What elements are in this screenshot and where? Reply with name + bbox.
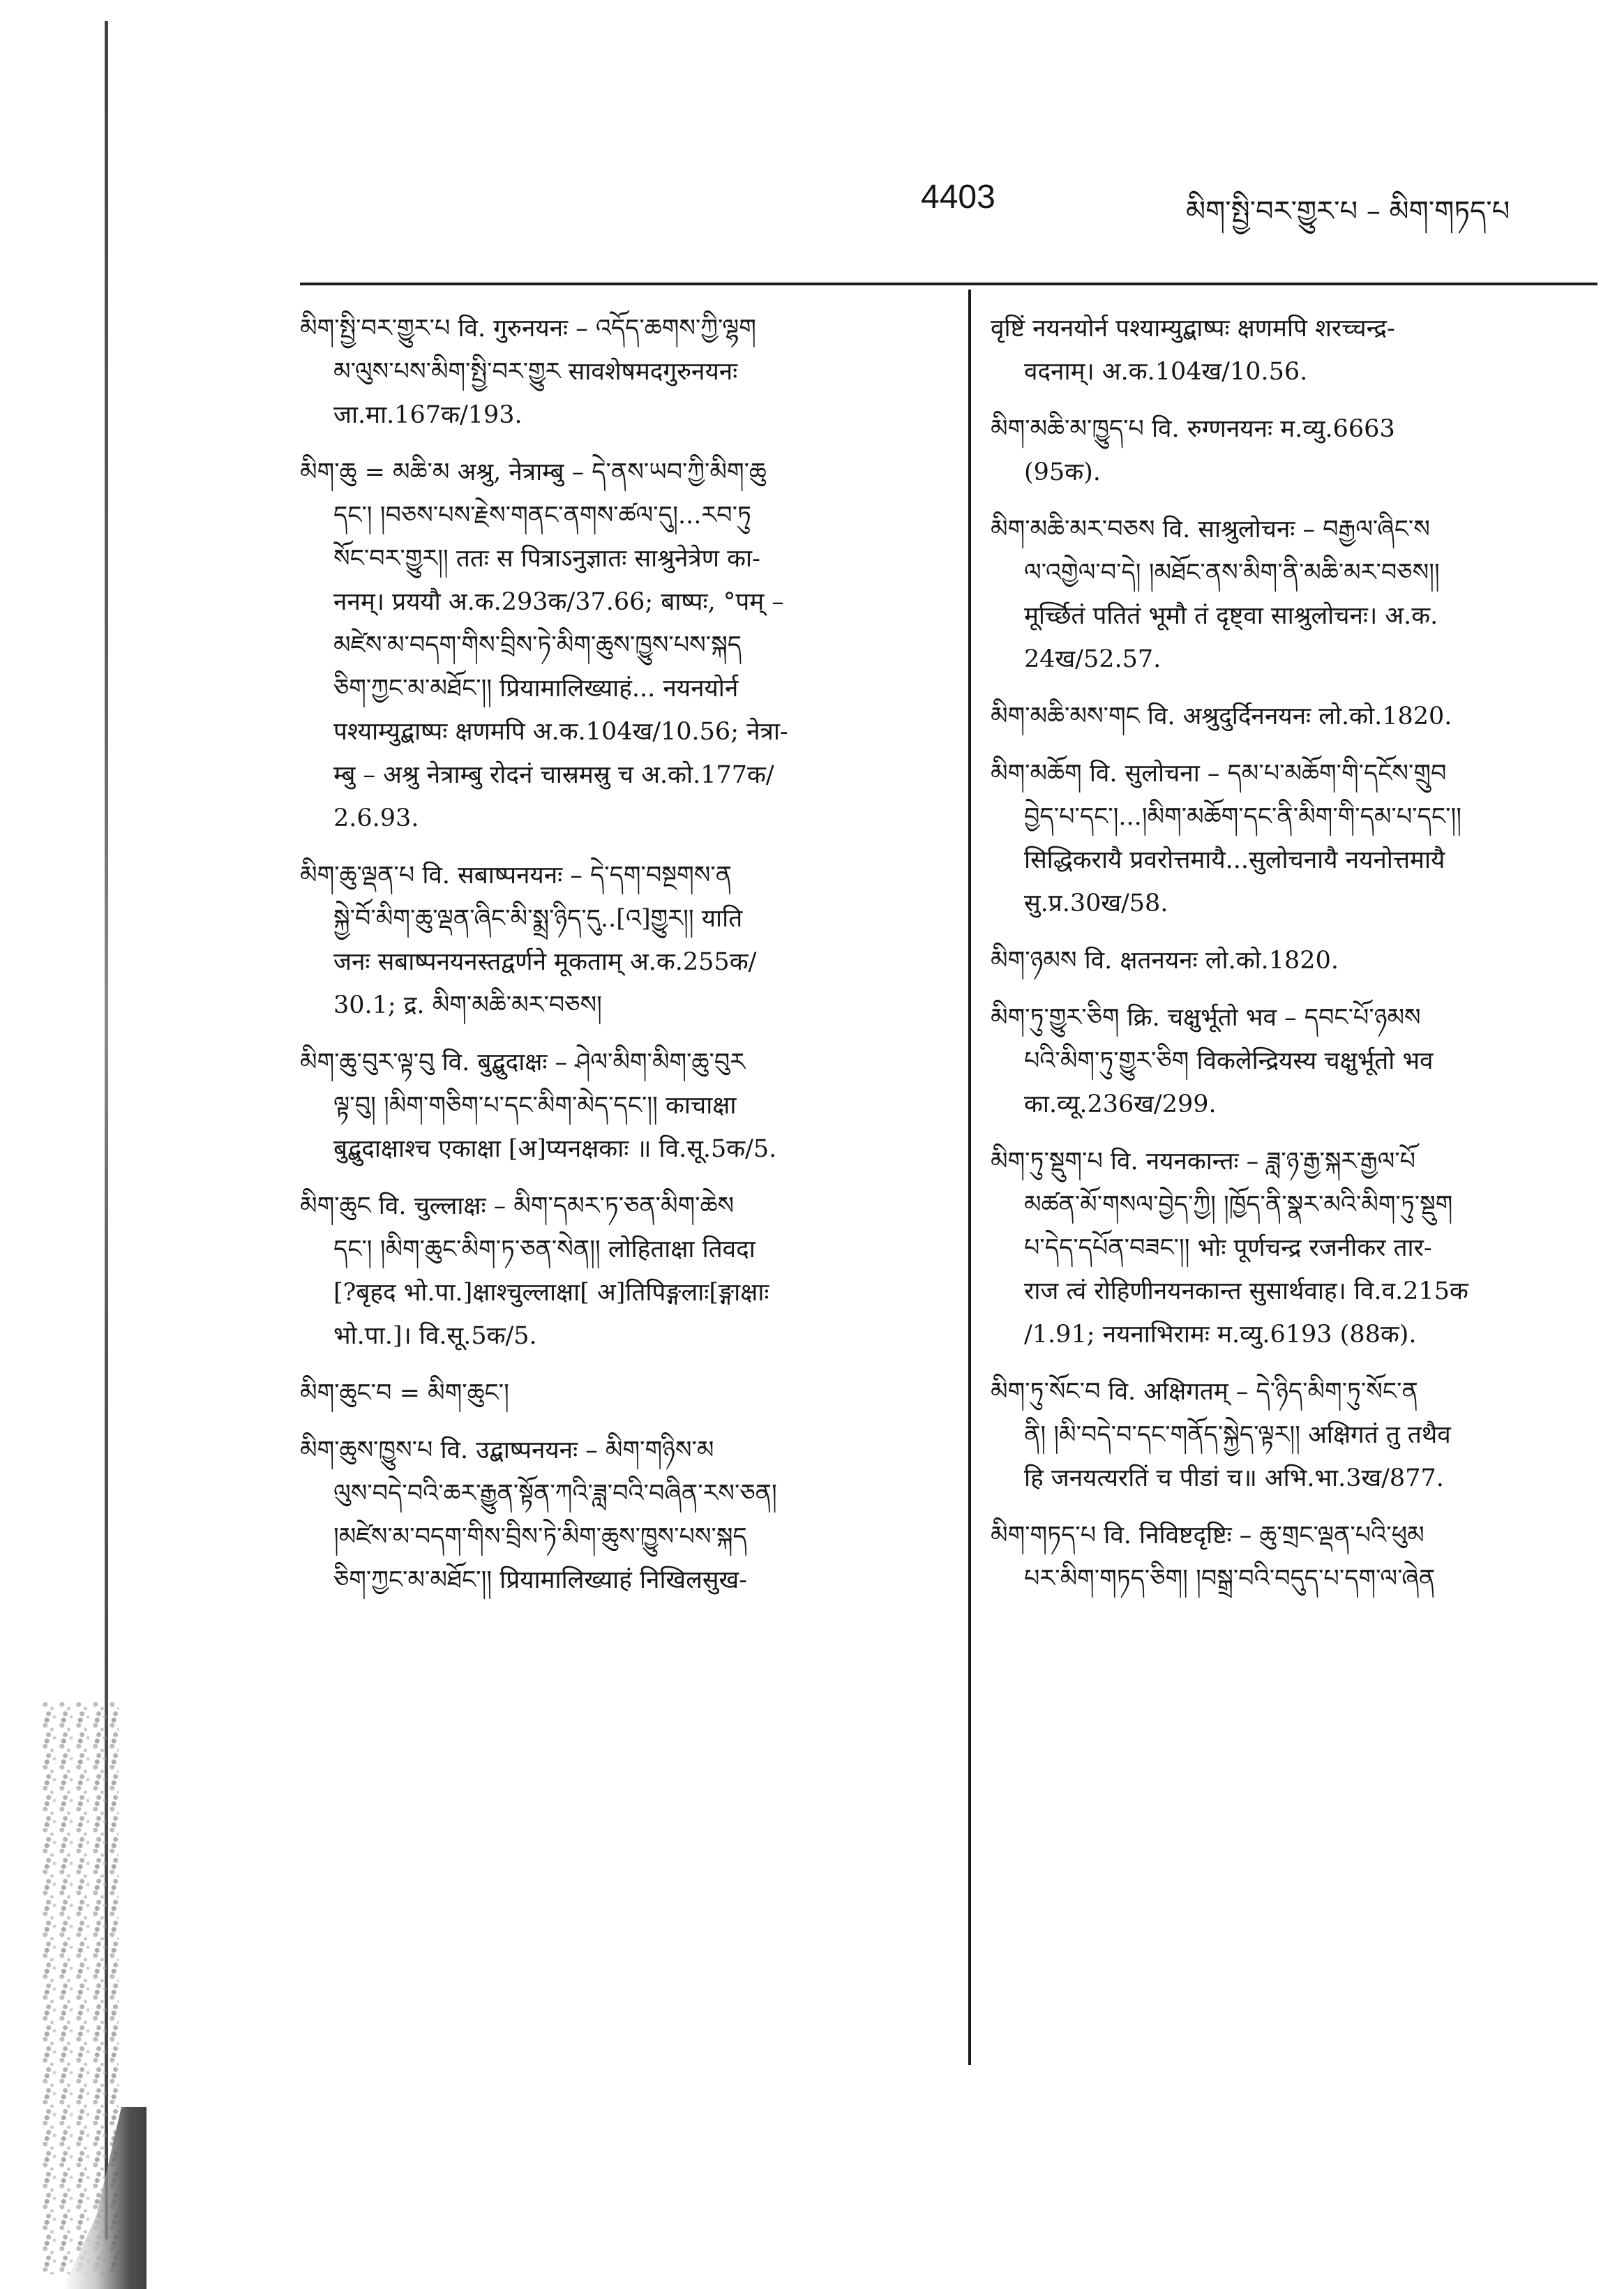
entry-line: का.व्यू.236ख/299.: [1024, 1090, 1217, 1118]
entry-headline: མིག་ཉམས वि. क्षतनयनः लो.को.1820.: [991, 947, 1339, 975]
dictionary-entry: [300, 1185, 949, 1358]
dictionary-entry: [300, 1429, 949, 1602]
entry-line: མ་ལུས་པས་མིག་སྤྱི་བར་གྱུར सावशेषमदगुरुनयनः: [333, 358, 738, 386]
entry-headline: མིག་མཆི་མ་ཁྱུད་པ वि. रुग्णनयनः म.व्यु.6663: [991, 415, 1395, 443]
entry-headline: མིག་མཆོག वि. सुलोचना – དམ་པ་མཆོག་གི་དངོས་གྲུབ: [991, 760, 1447, 788]
entry-headline: མིག་གཏད་པ वि. निविष्टदृष्टिः – ཆུ་གྲང་ལྡན་པའི་ཕུམ: [991, 1522, 1424, 1549]
entry-line: ལྟ་བུ། །མིག་གཅིག་པ་དང་མིག་མེད་དང་།། काचाक्षा: [333, 1092, 737, 1120]
entry-headline: མིག་ཆུང་བ = མིག་ཆུང་།: [300, 1379, 509, 1407]
running-head: མིག་སྤྱི་བར་གྱུར་པ – མིག་གཏད་པ: [1186, 195, 1510, 227]
entry-line: [?बृहद भो.पा.]क्षाश्चुल्लाक्षा[ अ]तिपिङ्गलाः[ङ्गाक्षाः: [333, 1279, 769, 1307]
entry-headline: མིག་མཆི་མར་བཅས वि. साश्रुलोचनः – བརྒྱལ་ཞིང་ས: [991, 516, 1430, 543]
entry-line: ལ་འགྱེལ་བ་དེ། །མཐོང་ནས་མིག་ནི་མཆི་མར་བཅས།།: [1024, 559, 1440, 587]
right-column: [991, 307, 1611, 1614]
entry-headline: མིག་ཏུ་གྱུར་ཅིག क्रि. चक्षुर्भूतो भव – དབང་པོ་ཉམས: [991, 1004, 1421, 1032]
dictionary-entry: [991, 307, 1611, 393]
entry-line: 2.6.93.: [333, 804, 419, 832]
entry-headline: མིག་ཆུ་བུར་ལྟ་བུ वि. बुद्बुदाक्षः – ཤེལ་མིག་མིག་ཆུ་བུར: [300, 1049, 746, 1076]
dictionary-entry: [991, 1514, 1611, 1600]
entry-headline: མིག་ཆུ = མཆི་མ अश्रु, नेत्राम्बु – དེ་ནས་ཡབ་ཀྱི་མིག་ཆུ: [300, 458, 767, 486]
page-number: 4403: [921, 179, 995, 216]
dictionary-entry: [991, 695, 1611, 738]
dictionary-entry: [300, 854, 949, 1027]
entry-headline: མིག་ཏུ་སྡུག་པ वि. नयनकान्तः – ཟླ་ཉ་རྒྱ་སྐར་རྒྱལ་པོ: [991, 1148, 1416, 1176]
entry-line: बुद्बुदाक्षाश्च एकाक्षा [अ]प्यनक्षकाः ॥ वि.सू.5क/5.: [333, 1135, 777, 1163]
entry-line: सु.प्र.30ख/58.: [1024, 890, 1168, 917]
entry-line: म्बु – अश्रु नेत्राम्बु रोदनं चास्रमस्रु च अ.को.177क/: [333, 761, 774, 789]
entry-line: ཅིག་ཀྱང་མ་མཐོང་།། प्रियामालिख्याहं... नयनयोर्न: [333, 675, 739, 703]
entry-line: राज त्वं रोहिणीनयनकान्त सुसार्थवाह। वि.व.215क: [1024, 1277, 1468, 1305]
dictionary-entry: [300, 1041, 949, 1171]
entry-line: ननम्। प्रययौ अ.क.293क/37.66; बाष्पः, °पम् –: [333, 588, 784, 616]
entry-line: 30.1; द्र. མིག་མཆི་མར་བཅས།: [333, 991, 602, 1019]
entry-line: མཚན་མོ་གསལ་བྱེད་ཀྱི། །ཁྱོད་ནི་སྣར་མའི་མིག་ཏུ་སྡུག: [1024, 1191, 1453, 1219]
entry-line: भो.पा.]। वि.सू.5क/5.: [333, 1322, 537, 1350]
entry-headline: མིག་ཏུ་སོང་བ वि. अक्षिगतम् – དེ་ཉིད་མིག་ཏུ་སོང་ན: [991, 1378, 1418, 1406]
page-header: [0, 178, 1624, 234]
entry-headline: མིག་མཆི་མས་གང वि. अश्रुदुर्दिननयनः लो.को.1820.: [991, 703, 1452, 730]
entry-line: སྐྱེ་བོ་མིག་ཆུ་ལྡན་ཞིང་མི་སྨྲ་ཉིད་དུ..[འ]གྱུར།། याति: [333, 905, 743, 933]
entry-line: པར་མིག་གཏད་ཅིག། །བསྒྲ་བའི་བདུད་པ་དག་ལ་ཞེན: [1024, 1565, 1436, 1593]
entry-line: ལུས་བདེ་བའི་ཆར་རྒྱུན་སྟོན་ཀའི་ཟླ་བའི་བཞིན་རས་ཅན།: [333, 1480, 777, 1508]
entry-line: མཛེས་མ་བདག་གིས་བྲིས་ཏེ་མིག་ཆུས་ཁྱུས་པས་སྐད: [333, 631, 742, 659]
entry-line: पश्याम्युद्बाष्पः क्षणमपि अ.क.104ख/10.56; नेत्रा-: [333, 718, 788, 746]
entry-line: བྱེད་པ་དང་།...།མིག་མཆོག་དང་ནི་མིག་གི་དམ་པ་དང་།།: [1024, 803, 1461, 831]
dictionary-entry: [991, 508, 1611, 681]
dictionary-entry: [991, 1370, 1611, 1500]
entry-line: 24ख/52.57.: [1024, 645, 1161, 673]
left-column: [300, 307, 949, 1616]
entry-line: /1.91; नयनाभिरामः म.व्यु.6193 (88क).: [1024, 1321, 1417, 1349]
entry-line: (95क).: [1024, 458, 1101, 486]
entry-line: །མཛེས་མ་བདག་གིས་བྲིས་ཏེ་མིག་ཆུས་ཁྱུས་པས་སྐད: [333, 1523, 747, 1551]
header-rule: [300, 283, 1597, 285]
entry-line: हि जनयत्यरतिं च पीडां च॥ अभि.भा.3ख/877.: [1024, 1464, 1444, 1492]
entry-line: ཅིག་ཀྱང་མ་མཐོང་།། प्रियामालिख्याहं निखिलसुख-: [333, 1566, 747, 1594]
dictionary-entry: [300, 451, 949, 840]
entry-line: वदनाम्। अ.क.104ख/10.56.: [1024, 358, 1308, 386]
entry-headline: མིག་ཆུས་ཁྱུས་པ वि. उद्बाष्पनयनः – མིག་གཉིས་མ: [300, 1436, 714, 1464]
entry-headline: वृष्टिं नयनयोर्न पश्याम्युद्बाष्पः क्षणमपि शरच्चन्द्र-: [991, 315, 1395, 343]
entry-line: जनः सबाष्पनयनस्तद्वर्णने मूकताम् अ.क.255क/: [333, 948, 757, 976]
dictionary-entry: [991, 996, 1611, 1126]
dictionary-entry: [991, 1140, 1611, 1356]
column-divider: [968, 290, 971, 2065]
entry-line: པའི་མིག་ཏུ་གྱུར་ཅིག विकलेन्द्रियस्य चक्षुर्भूतो भव: [1024, 1047, 1434, 1075]
entry-line: དང་། །མིག་ཆུང་མིག་ཏ་ཅན་སེན།། लोहिताक्षा तिवदा: [333, 1236, 755, 1263]
entry-line: जा.मा.167क/193.: [333, 401, 522, 429]
entry-headline: མིག་ཆུ་ལྡན་པ वि. सबाष्पनयनः – དེ་དག་བསྔགས་ན: [300, 862, 732, 890]
entry-line: སོང་བར་གྱུར།། ततः स पित्राऽनुज्ञातः साश्रुनेत्रेण का-: [333, 545, 760, 573]
entry-line: मूर्च्छितं पतितं भूमौ तं दृष्ट्वा साश्रुलोचनः। अ.क.: [1024, 602, 1438, 630]
entry-line: सिद्धिकरायै प्रवरोत्तमायै...सुलोचनायै नयनोत्तमायै: [1024, 846, 1445, 874]
entry-headline: མིག་སྤྱི་བར་གྱུར་པ वि. गुरुनयनः – འདོད་ཆགས་ཀྱི་ལྷག: [300, 315, 756, 343]
dictionary-entry: [991, 939, 1611, 982]
entry-line: ནི། །མི་བདེ་བ་དང་གནོད་སྐྱེད་ལྟར།། अक्षिगतं तु तथैव: [1024, 1421, 1451, 1449]
entry-line: དང་། །བཅས་པས་རྗེས་གནང་ནགས་ཚལ་དུ།...རབ་ཏུ: [333, 502, 751, 530]
dictionary-entry: [991, 407, 1611, 494]
entry-headline: མིག་ཆུང वि. चुल्लाक्षः – མིག་དམར་ཏ་ཅན་མིག་ཆེས: [300, 1192, 735, 1220]
dictionary-entry: [300, 307, 949, 437]
dictionary-entry: [300, 1372, 949, 1415]
dictionary-entry: [991, 752, 1611, 925]
entry-line: པ་དེད་དཔོན་བཟང་།། भोः पूर्णचन्द्र रजनीकर तार-: [1024, 1234, 1432, 1262]
